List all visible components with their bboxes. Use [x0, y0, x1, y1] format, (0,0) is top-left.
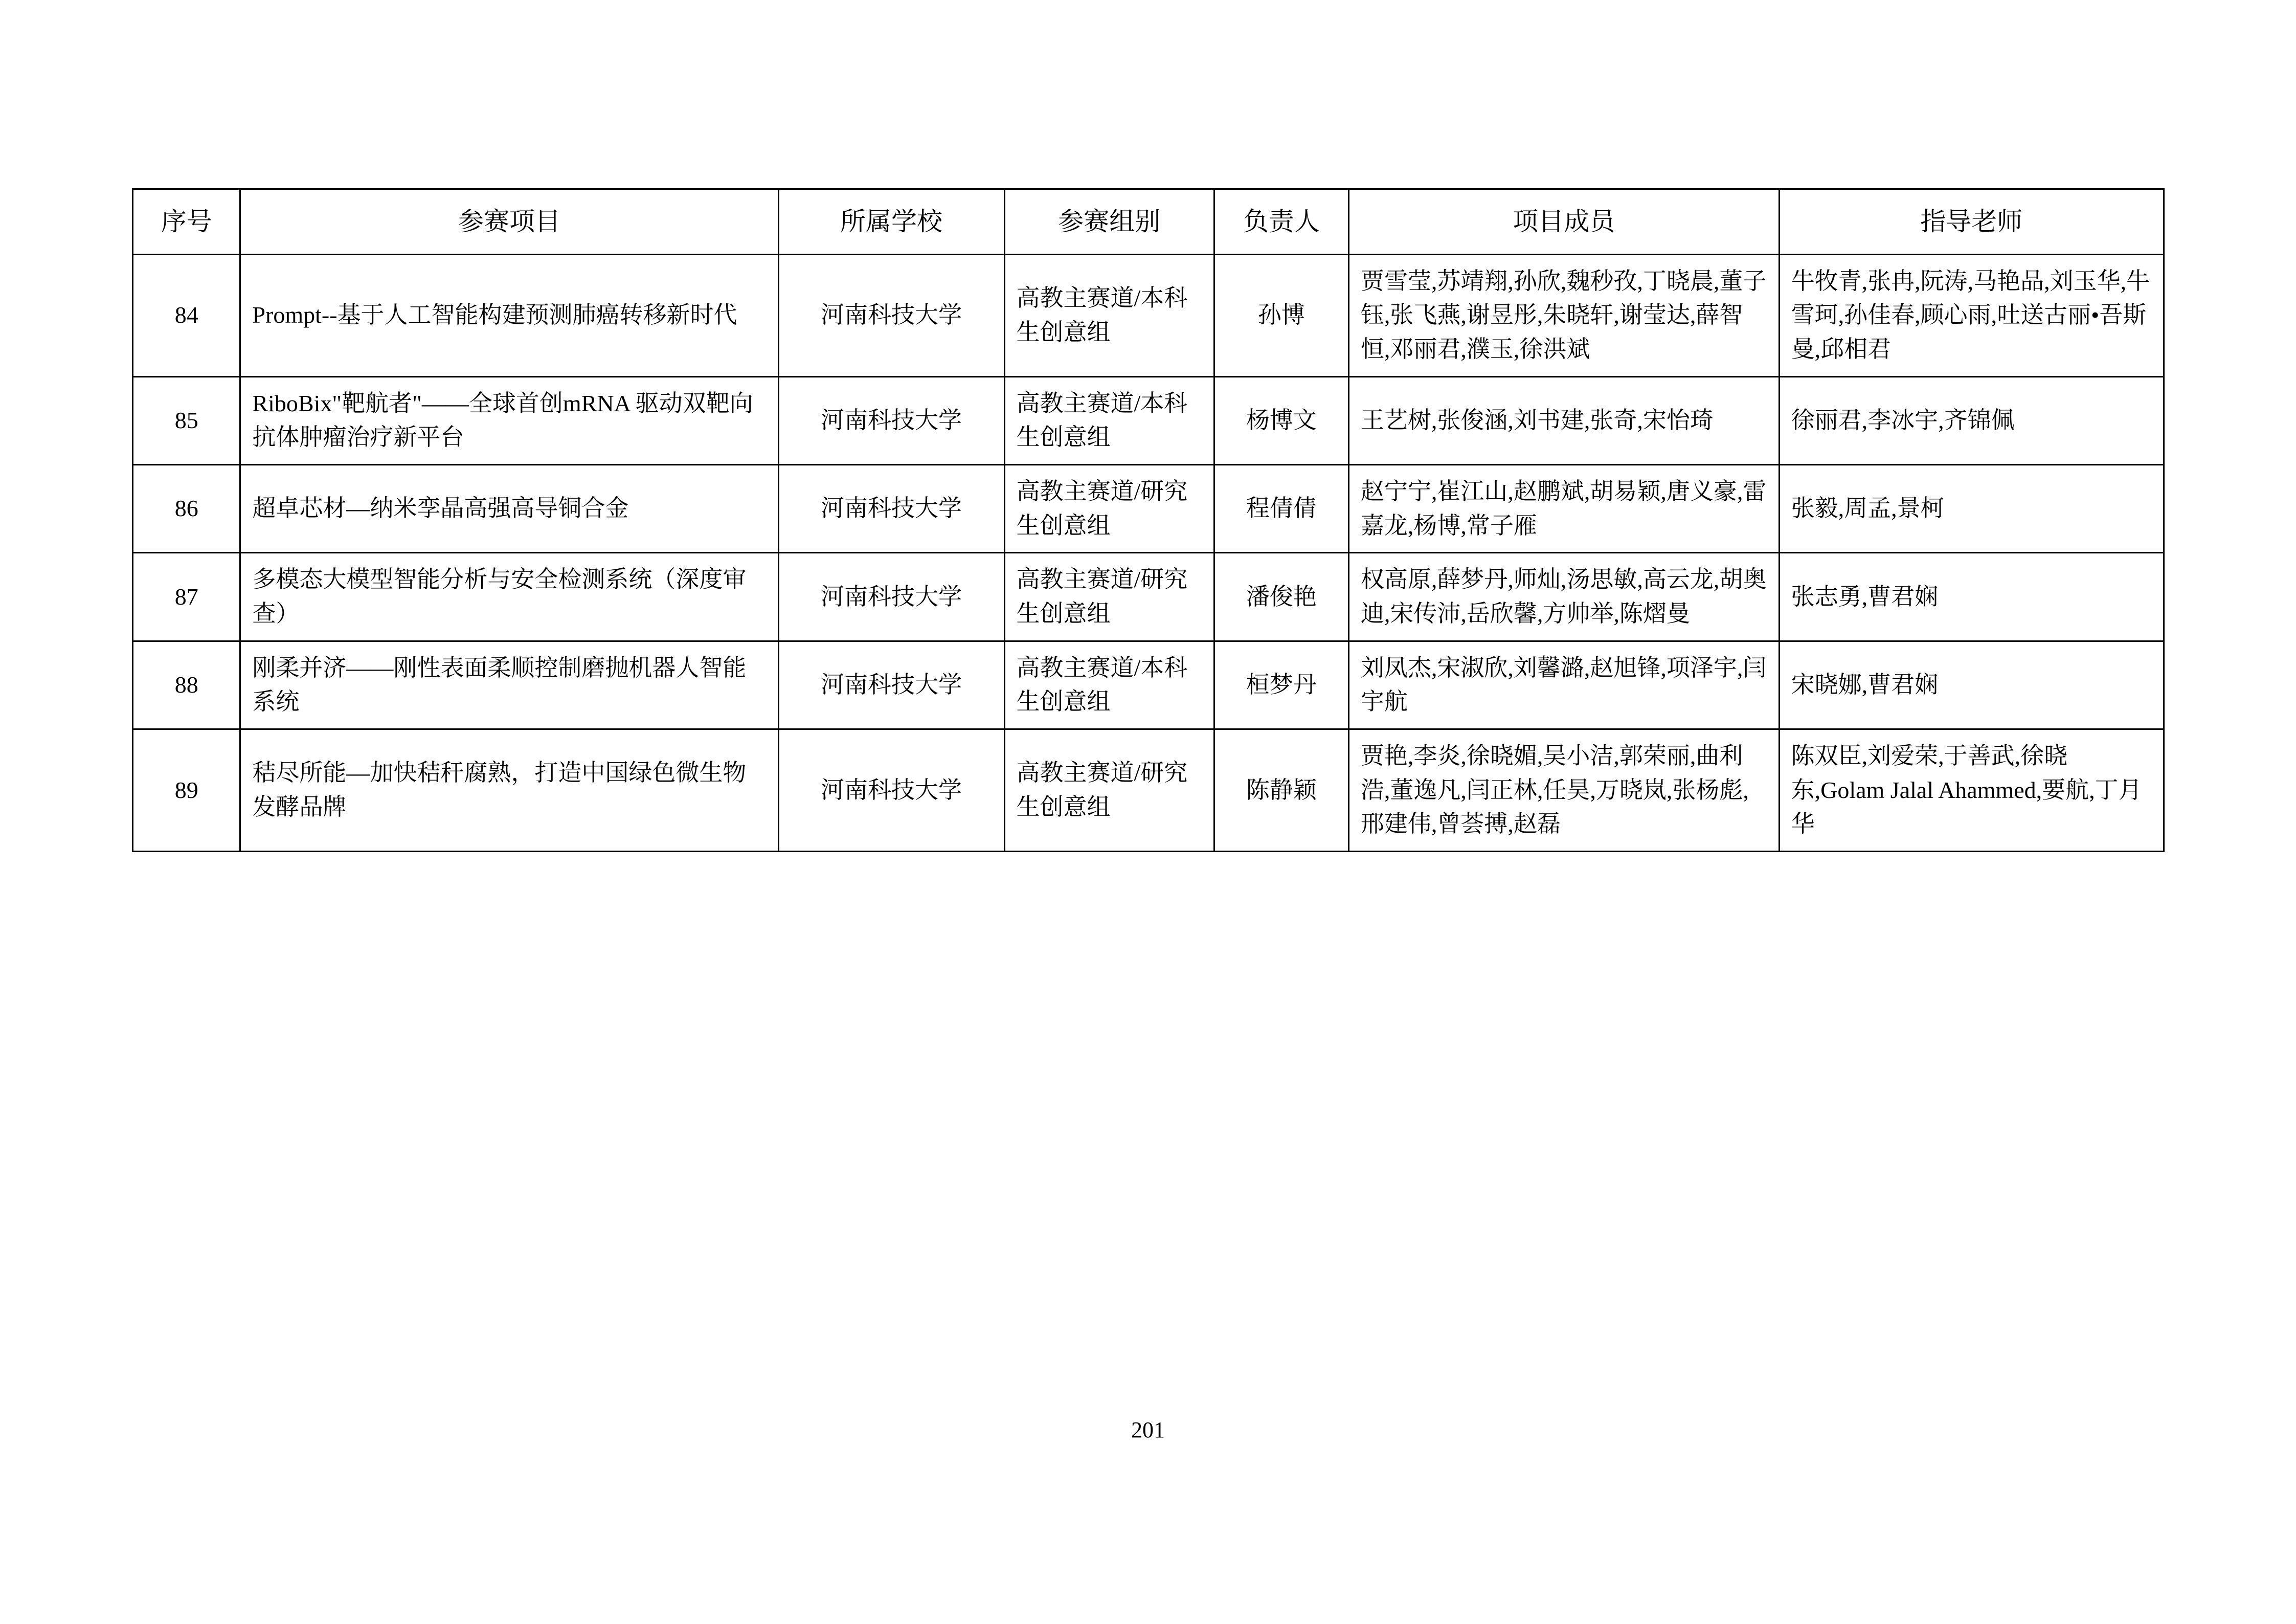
cell-index: 89: [133, 729, 240, 852]
competition-projects-table: [132, 188, 2165, 852]
cell-project: Prompt--基于人工智能构建预测肺癌转移新时代: [240, 254, 778, 376]
cell-leader: 桓梦丹: [1214, 641, 1348, 729]
column-header-group: 参赛组别: [1004, 189, 1214, 255]
cell-leader: 陈静颖: [1214, 729, 1348, 852]
column-header-school: 所属学校: [778, 189, 1004, 255]
column-header-project: 参赛项目: [240, 189, 778, 255]
cell-index: 85: [133, 376, 240, 464]
cell-project: 刚柔并济——刚性表面柔顺控制磨抛机器人智能系统: [240, 641, 778, 729]
cell-members: 王艺树,张俊涵,刘书建,张奇,宋怡琦: [1348, 376, 1779, 464]
cell-index: 88: [133, 641, 240, 729]
cell-index: 84: [133, 254, 240, 376]
table-row: [133, 553, 2164, 641]
cell-project: 秸尽所能—加快秸秆腐熟，打造中国绿色微生物发酵品牌: [240, 729, 778, 852]
cell-group: 高教主赛道/研究生创意组: [1004, 553, 1214, 641]
cell-school: 河南科技大学: [778, 464, 1004, 552]
cell-teachers: 张志勇,曹君娴: [1779, 553, 2164, 641]
cell-school: 河南科技大学: [778, 641, 1004, 729]
cell-members: 刘凤杰,宋淑欣,刘馨潞,赵旭锋,项泽宇,闫宇航: [1348, 641, 1779, 729]
cell-school: 河南科技大学: [778, 376, 1004, 464]
cell-index: 87: [133, 553, 240, 641]
cell-leader: 孙博: [1214, 254, 1348, 376]
table-row: [133, 254, 2164, 376]
cell-members: 赵宁宁,崔江山,赵鹏斌,胡易颖,唐义豪,雷嘉龙,杨博,常子雁: [1348, 464, 1779, 552]
page-number: 201: [1131, 1417, 1165, 1442]
cell-teachers: 张毅,周孟,景柯: [1779, 464, 2164, 552]
cell-school: 河南科技大学: [778, 553, 1004, 641]
cell-group: 高教主赛道/本科生创意组: [1004, 641, 1214, 729]
cell-teachers: 宋晓娜,曹君娴: [1779, 641, 2164, 729]
competition-projects-table-wrapper: [132, 188, 2165, 852]
cell-school: 河南科技大学: [778, 254, 1004, 376]
cell-group: 高教主赛道/本科生创意组: [1004, 254, 1214, 376]
column-header-leader: 负责人: [1214, 189, 1348, 255]
table-row: [133, 641, 2164, 729]
cell-school: 河南科技大学: [778, 729, 1004, 852]
cell-leader: 潘俊艳: [1214, 553, 1348, 641]
cell-project: RiboBix"靶航者"——全球首创mRNA 驱动双靶向抗体肿瘤治疗新平台: [240, 376, 778, 464]
cell-leader: 程倩倩: [1214, 464, 1348, 552]
cell-project: 多模态大模型智能分析与安全检测系统（深度审查）: [240, 553, 778, 641]
cell-index: 86: [133, 464, 240, 552]
column-header-members: 项目成员: [1348, 189, 1779, 255]
table-row: [133, 729, 2164, 852]
table-row: [133, 464, 2164, 552]
cell-leader: 杨博文: [1214, 376, 1348, 464]
table-row: [133, 376, 2164, 464]
cell-project: 超卓芯材—纳米孪晶高强高导铜合金: [240, 464, 778, 552]
cell-members: 贾艳,李炎,徐晓媚,吴小洁,郭荣丽,曲利浩,董逸凡,闫正林,任昊,万晓岚,张杨彪,邢建伟,曾荟搏,赵磊: [1348, 729, 1779, 852]
cell-teachers: 徐丽君,李冰宇,齐锦佩: [1779, 376, 2164, 464]
cell-teachers: 陈双臣,刘爱荣,于善武,徐晓东,Golam Jalal Ahammed,要航,丁月华: [1779, 729, 2164, 852]
cell-group: 高教主赛道/研究生创意组: [1004, 729, 1214, 852]
cell-group: 高教主赛道/研究生创意组: [1004, 464, 1214, 552]
cell-members: 贾雪莹,苏靖翔,孙欣,魏秒孜,丁晓晨,董子钰,张飞燕,谢昱彤,朱晓轩,谢莹达,薛智恒,邓丽君,濮玉,徐洪斌: [1348, 254, 1779, 376]
cell-group: 高教主赛道/本科生创意组: [1004, 376, 1214, 464]
cell-teachers: 牛牧青,张冉,阮涛,马艳品,刘玉华,牛雪珂,孙佳春,顾心雨,吐送古丽•吾斯曼,邱相君: [1779, 254, 2164, 376]
table-header-row: [133, 189, 2164, 255]
column-header-index: 序号: [133, 189, 240, 255]
cell-members: 权高原,薛梦丹,师灿,汤思敏,高云龙,胡奥迪,宋传沛,岳欣馨,方帅举,陈熠曼: [1348, 553, 1779, 641]
column-header-teachers: 指导老师: [1779, 189, 2164, 255]
